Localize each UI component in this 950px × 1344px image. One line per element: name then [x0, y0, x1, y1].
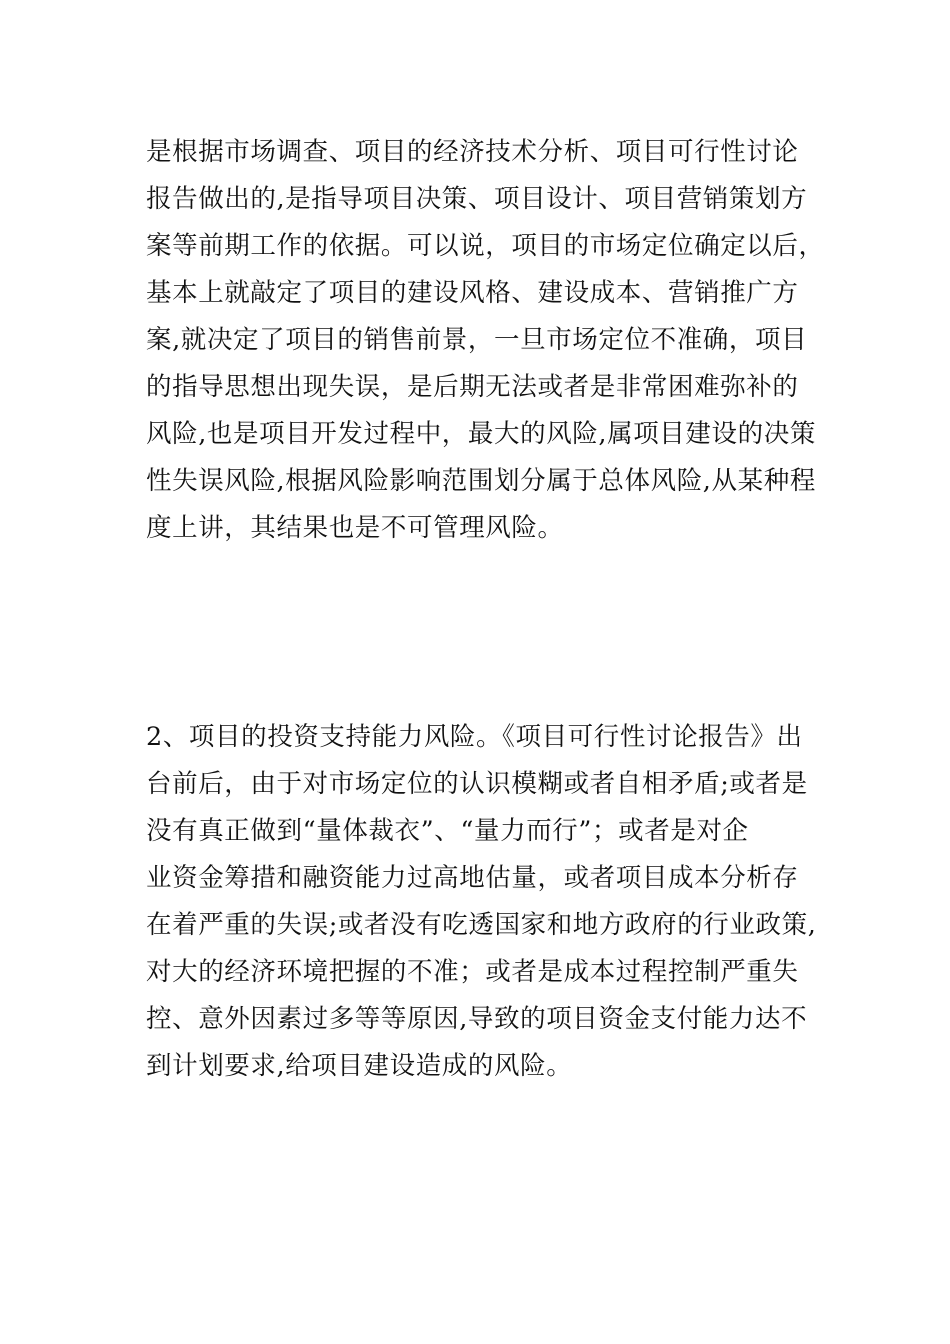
text-line: 对大的经济环境把握的不准；或者是成本过程控制严重失: [146, 957, 799, 987]
text-line: 度上讲，其结果也是不可管理风险。: [146, 513, 564, 543]
text-line: 2、项目的投资支持能力风险。《项目可行性讨论报告》出: [146, 722, 803, 752]
text-line: 业资金筹措和融资能力过高地估量，或者项目成本分析存: [146, 863, 799, 893]
text-line: 到计划要求,给项目建设造成的风险。: [146, 1051, 573, 1081]
text-line: 是根据市场调查、项目的经济技术分析、项目可行性讨论: [146, 137, 799, 167]
text-line: 案,就决定了项目的销售前景，一旦市场定位不准确，项目: [146, 325, 808, 355]
text-line: 没有真正做到“量体裁衣”、“量力而行”；或者是对企: [146, 816, 749, 846]
text-line: 风险,也是项目开发过程中，最大的风险,属项目建设的决策: [146, 419, 816, 449]
text-line: 基本上就敲定了项目的建设风格、建设成本、营销推广方: [146, 278, 799, 308]
text-line: 台前后，由于对市场定位的认识模糊或者自相矛盾;或者是: [146, 769, 808, 799]
text-line: 的指导思想出现失误，是后期无法或者是非常困难弥补的: [146, 372, 799, 402]
text-line: 控、意外因素过多等等原因,导致的项目资金支付能力达不: [146, 1004, 808, 1034]
text-line: 在着严重的失误;或者没有吃透国家和地方政府的行业政策,: [146, 910, 817, 940]
text-line: 案等前期工作的依据。可以说，项目的市场定位确定以后，: [146, 231, 825, 261]
text-line: 报告做出的,是指导项目决策、项目设计、项目营销策划方: [146, 184, 808, 214]
text-line: 性失误风险,根据风险影响范围划分属于总体风险,从某种程: [146, 466, 816, 496]
